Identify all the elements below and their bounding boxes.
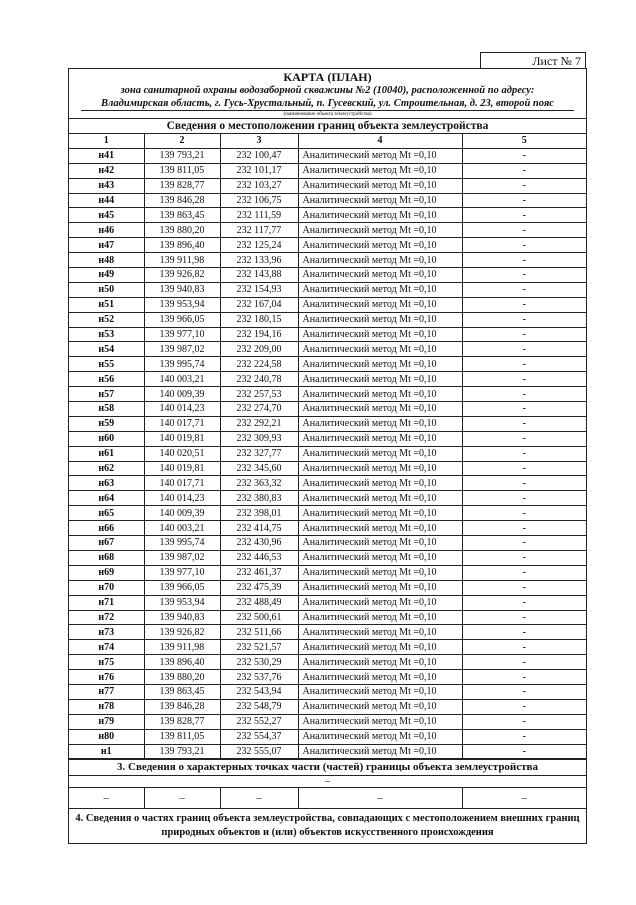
y-coordinate-cell: 232 530,29 — [220, 655, 298, 670]
method-cell: Аналитический метод Mt =0,10 — [298, 446, 462, 461]
y-coordinate-cell: 232 194,16 — [220, 327, 298, 342]
document-frame — [68, 68, 587, 844]
column-number: 4 — [298, 134, 462, 148]
section-3-title: 3. Сведения о характерных точках части (частей) границы объекта землеустройства — [69, 759, 586, 776]
table-row — [69, 268, 586, 283]
method-cell: Аналитический метод Mt =0,10 — [298, 640, 462, 655]
point-id-cell: н60 — [69, 431, 144, 446]
x-coordinate-cell: 139 828,77 — [144, 714, 220, 729]
table-row — [69, 491, 586, 506]
method-cell: Аналитический метод Mt =0,10 — [298, 268, 462, 283]
point-id-cell: н54 — [69, 342, 144, 357]
method-cell: Аналитический метод Mt =0,10 — [298, 565, 462, 580]
point-id-cell: н46 — [69, 223, 144, 238]
point-id-cell: н69 — [69, 565, 144, 580]
point-id-cell: н50 — [69, 282, 144, 297]
table-row — [69, 282, 586, 297]
note-cell: - — [462, 699, 586, 714]
dash-cell: – — [69, 788, 144, 808]
y-coordinate-cell: 232 554,37 — [220, 729, 298, 744]
method-cell: Аналитический метод Mt =0,10 — [298, 282, 462, 297]
y-coordinate-cell: 232 500,61 — [220, 610, 298, 625]
table-row — [69, 297, 586, 312]
x-coordinate-cell: 139 987,02 — [144, 550, 220, 565]
table-row — [69, 729, 586, 744]
method-cell: Аналитический метод Mt =0,10 — [298, 521, 462, 536]
note-cell: - — [462, 327, 586, 342]
section-4-title: 4. Сведения о частях границ объекта землеустройства, совпадающих с местоположением внешних границ природных объектов и (или) объектов искусственного происхождения — [69, 808, 586, 840]
document-title: КАРТА (ПЛАН) — [283, 70, 372, 84]
point-id-cell: н65 — [69, 506, 144, 521]
method-cell: Аналитический метод Mt =0,10 — [298, 431, 462, 446]
y-coordinate-cell: 232 240,78 — [220, 372, 298, 387]
y-coordinate-cell: 232 363,32 — [220, 476, 298, 491]
x-coordinate-cell: 139 793,21 — [144, 148, 220, 163]
y-coordinate-cell: 232 167,04 — [220, 297, 298, 312]
method-cell: Аналитический метод Mt =0,10 — [298, 550, 462, 565]
y-coordinate-cell: 232 103,27 — [220, 178, 298, 193]
note-cell: - — [462, 655, 586, 670]
table-row — [69, 163, 586, 178]
x-coordinate-cell: 139 896,40 — [144, 655, 220, 670]
method-cell: Аналитический метод Mt =0,10 — [298, 178, 462, 193]
point-id-cell: н77 — [69, 684, 144, 699]
table-row — [69, 744, 586, 759]
note-cell: - — [462, 521, 586, 536]
y-coordinate-cell: 232 125,24 — [220, 238, 298, 253]
x-coordinate-cell: 139 953,94 — [144, 297, 220, 312]
y-coordinate-cell: 232 398,01 — [220, 506, 298, 521]
method-cell: Аналитический метод Mt =0,10 — [298, 163, 462, 178]
point-id-cell: н75 — [69, 655, 144, 670]
sheet-number: Лист № 7 — [480, 52, 586, 69]
method-cell: Аналитический метод Mt =0,10 — [298, 729, 462, 744]
method-cell: Аналитический метод Mt =0,10 — [298, 372, 462, 387]
section-3-table — [69, 788, 586, 808]
column-number: 2 — [144, 134, 220, 148]
y-coordinate-cell: 232 100,47 — [220, 148, 298, 163]
note-cell: - — [462, 610, 586, 625]
y-coordinate-cell: 232 101,17 — [220, 163, 298, 178]
table-row — [69, 312, 586, 327]
point-id-cell: н41 — [69, 148, 144, 163]
x-coordinate-cell: 140 019,81 — [144, 461, 220, 476]
table-row — [69, 640, 586, 655]
point-id-cell: н56 — [69, 372, 144, 387]
note-cell: - — [462, 595, 586, 610]
coordinates-table — [69, 134, 586, 759]
table-row — [69, 148, 586, 163]
y-coordinate-cell: 232 521,57 — [220, 640, 298, 655]
note-cell: - — [462, 491, 586, 506]
x-coordinate-cell: 140 009,39 — [144, 506, 220, 521]
note-cell: - — [462, 461, 586, 476]
point-id-cell: н80 — [69, 729, 144, 744]
method-cell: Аналитический метод Mt =0,10 — [298, 208, 462, 223]
note-cell: - — [462, 163, 586, 178]
point-id-cell: н58 — [69, 402, 144, 417]
point-id-cell: н68 — [69, 550, 144, 565]
table-row — [69, 714, 586, 729]
column-number: 3 — [220, 134, 298, 148]
x-coordinate-cell: 139 880,20 — [144, 223, 220, 238]
note-cell: - — [462, 387, 586, 402]
table-row — [69, 521, 586, 536]
point-id-cell: н57 — [69, 387, 144, 402]
x-coordinate-cell: 140 014,23 — [144, 491, 220, 506]
point-id-cell: н53 — [69, 327, 144, 342]
table-row — [69, 550, 586, 565]
method-cell: Аналитический метод Mt =0,10 — [298, 387, 462, 402]
note-cell: - — [462, 506, 586, 521]
object-description-line-1: зона санитарной охраны водозаборной скважины №2 (10040), расположенной по адресу: — [120, 85, 535, 96]
point-id-cell: н47 — [69, 238, 144, 253]
table-row — [69, 178, 586, 193]
point-id-cell: н55 — [69, 357, 144, 372]
note-cell: - — [462, 744, 586, 759]
x-coordinate-cell: 139 995,74 — [144, 357, 220, 372]
table-row — [69, 372, 586, 387]
x-coordinate-cell: 139 926,82 — [144, 268, 220, 283]
y-coordinate-cell: 232 106,75 — [220, 193, 298, 208]
table-row — [69, 208, 586, 223]
table-row — [69, 595, 586, 610]
method-cell: Аналитический метод Mt =0,10 — [298, 253, 462, 268]
point-id-cell: н49 — [69, 268, 144, 283]
note-cell: - — [462, 550, 586, 565]
y-coordinate-cell: 232 209,00 — [220, 342, 298, 357]
dash-cell: – — [220, 788, 298, 808]
method-cell: Аналитический метод Mt =0,10 — [298, 416, 462, 431]
x-coordinate-cell: 140 017,71 — [144, 416, 220, 431]
note-cell: - — [462, 402, 586, 417]
table-row — [69, 238, 586, 253]
point-id-cell: н44 — [69, 193, 144, 208]
note-cell: - — [462, 208, 586, 223]
point-id-cell: н61 — [69, 446, 144, 461]
table-row — [69, 684, 586, 699]
y-coordinate-cell: 232 111,59 — [220, 208, 298, 223]
x-coordinate-cell: 139 966,05 — [144, 580, 220, 595]
table-row — [69, 625, 586, 640]
dash-cell: – — [144, 788, 220, 808]
point-id-cell: н72 — [69, 610, 144, 625]
note-cell: - — [462, 670, 586, 685]
dash-cell: – — [298, 788, 462, 808]
x-coordinate-cell: 139 911,98 — [144, 253, 220, 268]
note-cell: - — [462, 223, 586, 238]
note-cell: - — [462, 297, 586, 312]
method-cell: Аналитический метод Mt =0,10 — [298, 714, 462, 729]
y-coordinate-cell: 232 345,60 — [220, 461, 298, 476]
y-coordinate-cell: 232 537,76 — [220, 670, 298, 685]
x-coordinate-cell: 139 880,20 — [144, 670, 220, 685]
method-cell: Аналитический метод Mt =0,10 — [298, 223, 462, 238]
point-id-cell: н42 — [69, 163, 144, 178]
x-coordinate-cell: 139 811,05 — [144, 729, 220, 744]
table-row — [69, 565, 586, 580]
method-cell: Аналитический метод Mt =0,10 — [298, 297, 462, 312]
method-cell: Аналитический метод Mt =0,10 — [298, 491, 462, 506]
note-cell: - — [462, 565, 586, 580]
x-coordinate-cell: 140 020,51 — [144, 446, 220, 461]
note-cell: - — [462, 640, 586, 655]
method-cell: Аналитический метод Mt =0,10 — [298, 148, 462, 163]
y-coordinate-cell: 232 446,53 — [220, 550, 298, 565]
x-coordinate-cell: 139 863,45 — [144, 684, 220, 699]
x-coordinate-cell: 140 009,39 — [144, 387, 220, 402]
point-id-cell: н48 — [69, 253, 144, 268]
x-coordinate-cell: 139 926,82 — [144, 625, 220, 640]
note-cell: - — [462, 431, 586, 446]
point-id-cell: н64 — [69, 491, 144, 506]
y-coordinate-cell: 232 414,75 — [220, 521, 298, 536]
x-coordinate-cell: 139 911,98 — [144, 640, 220, 655]
method-cell: Аналитический метод Mt =0,10 — [298, 193, 462, 208]
table-row — [69, 580, 586, 595]
method-cell: Аналитический метод Mt =0,10 — [298, 506, 462, 521]
point-id-cell: н1 — [69, 744, 144, 759]
y-coordinate-cell: 232 257,53 — [220, 387, 298, 402]
method-cell: Аналитический метод Mt =0,10 — [298, 312, 462, 327]
point-id-cell: н79 — [69, 714, 144, 729]
y-coordinate-cell: 232 548,79 — [220, 699, 298, 714]
y-coordinate-cell: 232 133,96 — [220, 253, 298, 268]
x-coordinate-cell: 140 014,23 — [144, 402, 220, 417]
y-coordinate-cell: 232 143,88 — [220, 268, 298, 283]
note-cell: - — [462, 357, 586, 372]
note-cell: - — [462, 476, 586, 491]
table-row — [69, 431, 586, 446]
table-row — [69, 476, 586, 491]
point-id-cell: н51 — [69, 297, 144, 312]
table-row — [69, 357, 586, 372]
column-number-row — [69, 134, 586, 148]
y-coordinate-cell: 232 488,49 — [220, 595, 298, 610]
note-cell: - — [462, 372, 586, 387]
y-coordinate-cell: 232 543,94 — [220, 684, 298, 699]
point-id-cell: н71 — [69, 595, 144, 610]
table-row — [69, 506, 586, 521]
method-cell: Аналитический метод Mt =0,10 — [298, 536, 462, 551]
method-cell: Аналитический метод Mt =0,10 — [298, 610, 462, 625]
column-number: 5 — [462, 134, 586, 148]
section-3-empty-row: – — [69, 776, 586, 788]
point-id-cell: н73 — [69, 625, 144, 640]
table-row — [69, 402, 586, 417]
note-cell: - — [462, 178, 586, 193]
note-cell: - — [462, 625, 586, 640]
method-cell: Аналитический метод Mt =0,10 — [298, 744, 462, 759]
section-3-dash-row — [69, 788, 586, 808]
method-cell: Аналитический метод Mt =0,10 — [298, 595, 462, 610]
method-cell: Аналитический метод Mt =0,10 — [298, 461, 462, 476]
x-coordinate-cell: 140 019,81 — [144, 431, 220, 446]
column-number: 1 — [69, 134, 144, 148]
method-cell: Аналитический метод Mt =0,10 — [298, 670, 462, 685]
y-coordinate-cell: 232 292,21 — [220, 416, 298, 431]
y-coordinate-cell: 232 461,37 — [220, 565, 298, 580]
table-row — [69, 446, 586, 461]
x-coordinate-cell: 139 863,45 — [144, 208, 220, 223]
note-cell: - — [462, 729, 586, 744]
table-row — [69, 253, 586, 268]
note-cell: - — [462, 193, 586, 208]
y-coordinate-cell: 232 309,93 — [220, 431, 298, 446]
note-cell: - — [462, 580, 586, 595]
note-cell: - — [462, 282, 586, 297]
boundaries-section-title: Сведения о местоположении границ объекта землеустройства — [69, 118, 586, 134]
table-row — [69, 223, 586, 238]
table-row — [69, 416, 586, 431]
method-cell: Аналитический метод Mt =0,10 — [298, 357, 462, 372]
x-coordinate-cell: 139 940,83 — [144, 282, 220, 297]
table-row — [69, 193, 586, 208]
point-id-cell: н76 — [69, 670, 144, 685]
table-row — [69, 461, 586, 476]
method-cell: Аналитический метод Mt =0,10 — [298, 655, 462, 670]
x-coordinate-cell: 139 977,10 — [144, 327, 220, 342]
method-cell: Аналитический метод Mt =0,10 — [298, 580, 462, 595]
x-coordinate-cell: 140 003,21 — [144, 521, 220, 536]
point-id-cell: н78 — [69, 699, 144, 714]
note-cell: - — [462, 342, 586, 357]
method-cell: Аналитический метод Mt =0,10 — [298, 327, 462, 342]
y-coordinate-cell: 232 224,58 — [220, 357, 298, 372]
x-coordinate-cell: 139 977,10 — [144, 565, 220, 580]
point-id-cell: н45 — [69, 208, 144, 223]
table-row — [69, 342, 586, 357]
point-id-cell: н67 — [69, 536, 144, 551]
y-coordinate-cell: 232 380,83 — [220, 491, 298, 506]
table-row — [69, 327, 586, 342]
note-cell: - — [462, 714, 586, 729]
method-cell: Аналитический метод Mt =0,10 — [298, 699, 462, 714]
point-id-cell: н62 — [69, 461, 144, 476]
method-cell: Аналитический метод Mt =0,10 — [298, 402, 462, 417]
x-coordinate-cell: 139 966,05 — [144, 312, 220, 327]
x-coordinate-cell: 139 896,40 — [144, 238, 220, 253]
y-coordinate-cell: 232 117,77 — [220, 223, 298, 238]
y-coordinate-cell: 232 154,93 — [220, 282, 298, 297]
table-row — [69, 387, 586, 402]
object-description-line-2: Владимирская область, г. Гусь-Хрустальный, п. Гусевский, ул. Строительная, д. 23, второй пояс — [101, 98, 554, 109]
x-coordinate-cell: 139 811,05 — [144, 163, 220, 178]
y-coordinate-cell: 232 475,39 — [220, 580, 298, 595]
method-cell: Аналитический метод Mt =0,10 — [298, 342, 462, 357]
method-cell: Аналитический метод Mt =0,10 — [298, 238, 462, 253]
point-id-cell: н59 — [69, 416, 144, 431]
note-cell: - — [462, 416, 586, 431]
note-cell: - — [462, 268, 586, 283]
y-coordinate-cell: 232 327,77 — [220, 446, 298, 461]
y-coordinate-cell: 232 180,15 — [220, 312, 298, 327]
x-coordinate-cell: 139 953,94 — [144, 595, 220, 610]
y-coordinate-cell: 232 430,96 — [220, 536, 298, 551]
x-coordinate-cell: 139 995,74 — [144, 536, 220, 551]
y-coordinate-cell: 232 274,70 — [220, 402, 298, 417]
point-id-cell: н66 — [69, 521, 144, 536]
point-id-cell: н43 — [69, 178, 144, 193]
y-coordinate-cell: 232 552,27 — [220, 714, 298, 729]
x-coordinate-cell: 139 846,28 — [144, 699, 220, 714]
x-coordinate-cell: 140 003,21 — [144, 372, 220, 387]
y-coordinate-cell: 232 511,66 — [220, 625, 298, 640]
object-caption: (наименование объекта землеустройства) — [81, 110, 574, 118]
point-id-cell: н70 — [69, 580, 144, 595]
x-coordinate-cell: 139 940,83 — [144, 610, 220, 625]
note-cell: - — [462, 148, 586, 163]
point-id-cell: н63 — [69, 476, 144, 491]
table-row — [69, 670, 586, 685]
x-coordinate-cell: 139 793,21 — [144, 744, 220, 759]
x-coordinate-cell: 139 987,02 — [144, 342, 220, 357]
table-row — [69, 610, 586, 625]
point-id-cell: н74 — [69, 640, 144, 655]
note-cell: - — [462, 684, 586, 699]
point-id-cell: н52 — [69, 312, 144, 327]
note-cell: - — [462, 446, 586, 461]
y-coordinate-cell: 232 555,07 — [220, 744, 298, 759]
method-cell: Аналитический метод Mt =0,10 — [298, 684, 462, 699]
x-coordinate-cell: 139 846,28 — [144, 193, 220, 208]
method-cell: Аналитический метод Mt =0,10 — [298, 476, 462, 491]
x-coordinate-cell: 139 828,77 — [144, 178, 220, 193]
note-cell: - — [462, 312, 586, 327]
dash-cell: – — [521, 792, 527, 805]
table-row — [69, 655, 586, 670]
note-cell: - — [462, 238, 586, 253]
table-row — [69, 699, 586, 714]
method-cell: Аналитический метод Mt =0,10 — [298, 625, 462, 640]
note-cell: - — [462, 536, 586, 551]
table-row — [69, 536, 586, 551]
note-cell: - — [462, 253, 586, 268]
x-coordinate-cell: 140 017,71 — [144, 476, 220, 491]
